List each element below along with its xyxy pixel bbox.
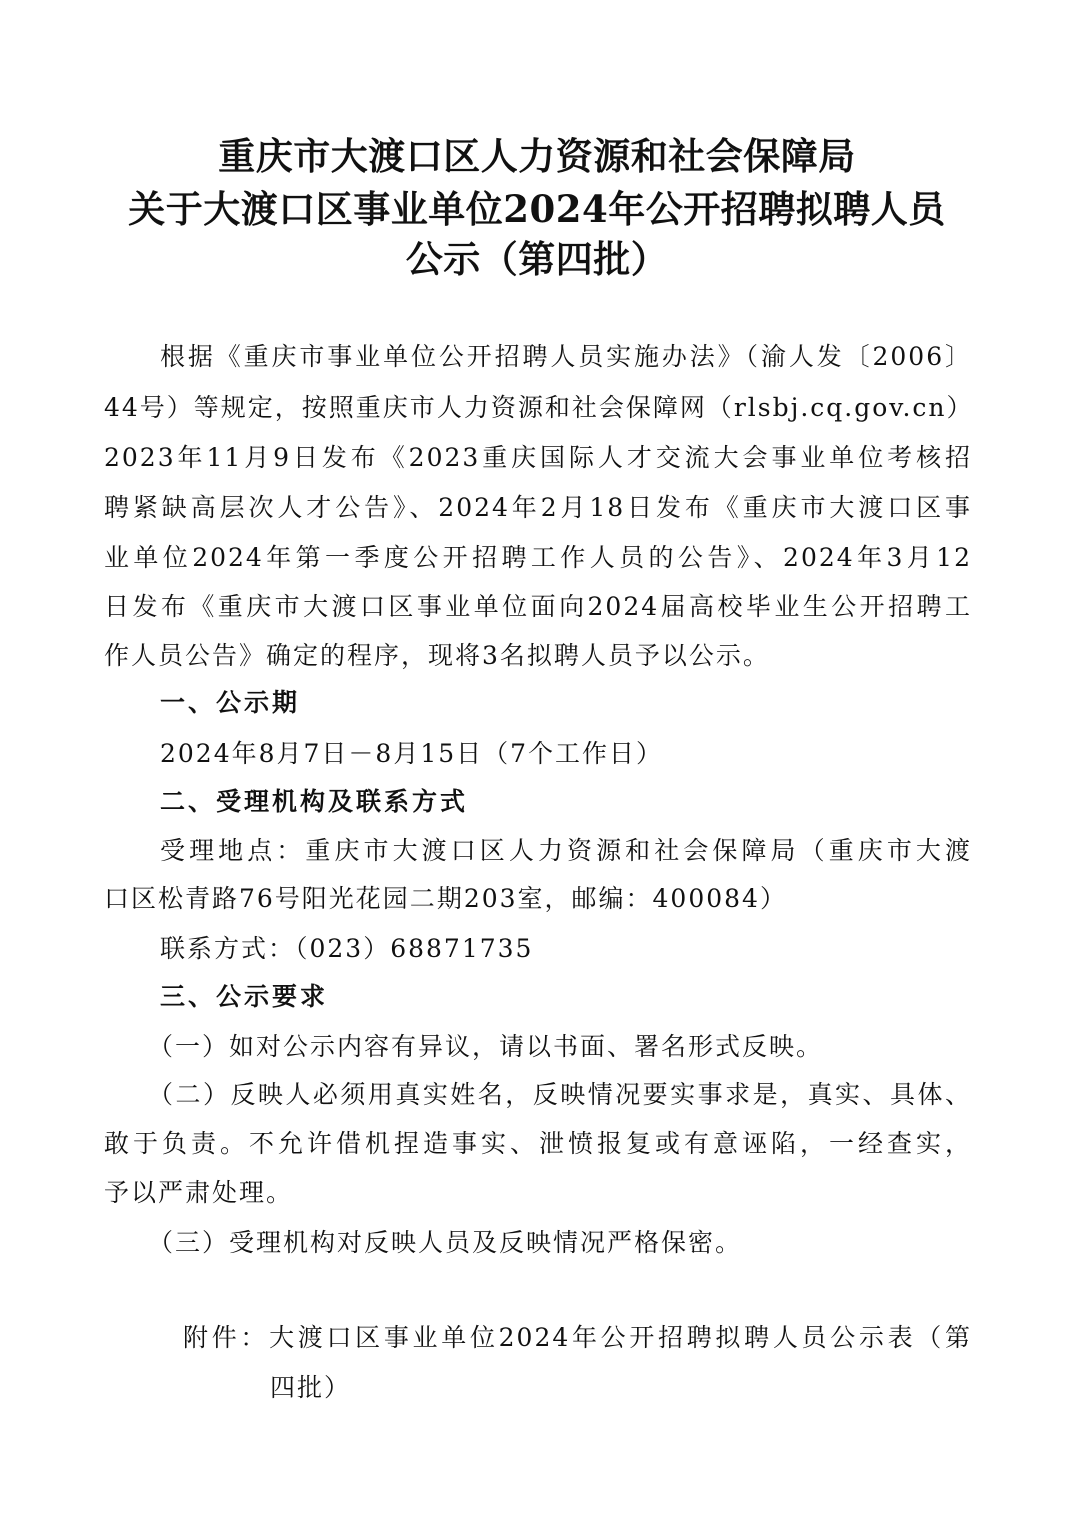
requirement-2-line-2: 敢于负责。不允许借机捏造事实、泄愤报复或有意诬陷，一经查实， bbox=[104, 1129, 972, 1158]
section-1-heading: 一、公示期 bbox=[160, 688, 301, 717]
attachment-line-1: 附件：大渡口区事业单位2024年公开招聘拟聘人员公示表（第 bbox=[183, 1323, 972, 1352]
title-line-1: 重庆市大渡口区人力资源和社会保障局 bbox=[218, 134, 856, 178]
requirement-2-line-3: 予以严肃处理。 bbox=[104, 1178, 294, 1207]
section-3-heading: 三、公示要求 bbox=[160, 982, 329, 1011]
intro-line-7: 作人员公告》确定的程序，现将3名拟聘人员予以公示。 bbox=[104, 641, 770, 670]
intro-line-3: 2023年11月9日发布《2023重庆国际人才交流大会事业单位考核招 bbox=[104, 443, 972, 472]
intro-line-6: 日发布《重庆市大渡口区事业单位面向2024届高校毕业生公开招聘工 bbox=[104, 592, 972, 621]
intro-line-5: 业单位2024年第一季度公开招聘工作人员的公告》、2024年3月12 bbox=[104, 543, 972, 572]
contact-phone: 联系方式：（023）68871735 bbox=[160, 934, 534, 963]
title-line-2: 关于大渡口区事业单位2024年公开招聘拟聘人员 bbox=[128, 187, 946, 231]
section-2-heading: 二、受理机构及联系方式 bbox=[160, 787, 469, 816]
address-line-2: 口区松青路76号阳光花园二期203室，邮编：400084） bbox=[104, 884, 787, 913]
requirement-2-line-1: （二）反映人必须用真实姓名，反映情况要实事求是，真实、具体、 bbox=[148, 1080, 972, 1109]
requirement-1: （一）如对公示内容有异议，请以书面、署名形式反映。 bbox=[148, 1032, 824, 1061]
announcement-period: 2024年8月7日－8月15日（7个工作日） bbox=[160, 739, 664, 768]
intro-line-1: 根据《重庆市事业单位公开招聘人员实施办法》（渝人发〔2006〕 bbox=[160, 342, 972, 371]
intro-line-4: 聘紧缺高层次人才公告》、2024年2月18日发布《重庆市大渡口区事 bbox=[104, 493, 972, 522]
intro-line-2: 44号）等规定，按照重庆市人力资源和社会保障网（rlsbj.cq.gov.cn） bbox=[104, 393, 974, 422]
address-line-1: 受理地点：重庆市大渡口区人力资源和社会保障局（重庆市大渡 bbox=[160, 836, 972, 865]
title-line-3: 公示（第四批） bbox=[405, 237, 669, 281]
requirement-3: （三）受理机构对反映人员及反映情况严格保密。 bbox=[148, 1228, 743, 1257]
attachment-line-2: 四批） bbox=[270, 1373, 352, 1402]
